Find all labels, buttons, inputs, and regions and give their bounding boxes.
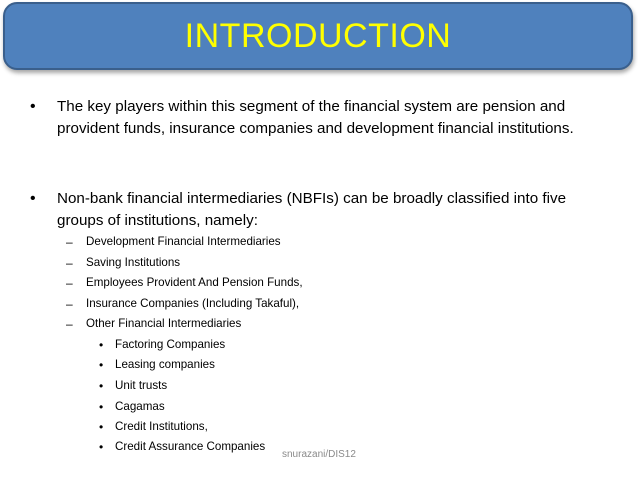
nested-list-text: Leasing companies [115, 358, 215, 371]
nested-list-item [0, 397, 638, 417]
sub-list-item [0, 294, 638, 314]
sub-list-text: Employees Provident And Pension Funds, [86, 276, 303, 289]
bullet-marker: • [99, 358, 104, 372]
nested-list-text: Credit Assurance Companies [115, 440, 266, 453]
sub-list-item [0, 253, 638, 273]
dash-marker: – [66, 317, 73, 331]
bullet-marker: • [30, 98, 36, 115]
bullet-text: Non-bank financial intermediaries (NBFIs) can be broadly classified into five groups of institutions, namely: [57, 190, 567, 229]
bullet-marker: • [99, 379, 104, 393]
nested-list-item [0, 417, 638, 437]
dash-marker: – [66, 256, 73, 270]
bullet-text: The key players within this segment of the financial system are pension and provident funds, insurance companies and development financial institutions. [57, 98, 574, 137]
bullet-marker: • [99, 420, 104, 434]
sub-list-text: Development Financial Intermediaries [86, 235, 281, 248]
sub-list-text: Saving Institutions [86, 256, 181, 269]
nested-list-text: Cagamas [115, 400, 165, 413]
dash-marker: – [66, 235, 73, 249]
nested-list-item [0, 376, 638, 396]
bullet-marker: • [30, 190, 36, 207]
bullet-marker: • [99, 338, 104, 352]
sub-list-item [0, 314, 638, 334]
nested-list-text: Factoring Companies [115, 338, 226, 351]
dash-marker: – [66, 297, 73, 311]
sub-list-item [0, 232, 638, 252]
nested-list-text: Credit Institutions, [115, 420, 208, 433]
slide-title: INTRODUCTION [184, 16, 452, 55]
nested-list-item [0, 335, 638, 355]
sub-list-text: Other Financial Intermediaries [86, 317, 242, 330]
bullet-marker: • [99, 440, 104, 454]
nested-list-item [0, 355, 638, 375]
bullet-marker: • [99, 400, 104, 414]
sub-list-text: Insurance Companies (Including Takaful), [86, 297, 300, 310]
slide-footer: snurazani/DIS12 [282, 449, 356, 460]
dash-marker: – [66, 276, 73, 290]
nested-list-text: Unit trusts [115, 379, 168, 392]
sub-list-item [0, 273, 638, 293]
